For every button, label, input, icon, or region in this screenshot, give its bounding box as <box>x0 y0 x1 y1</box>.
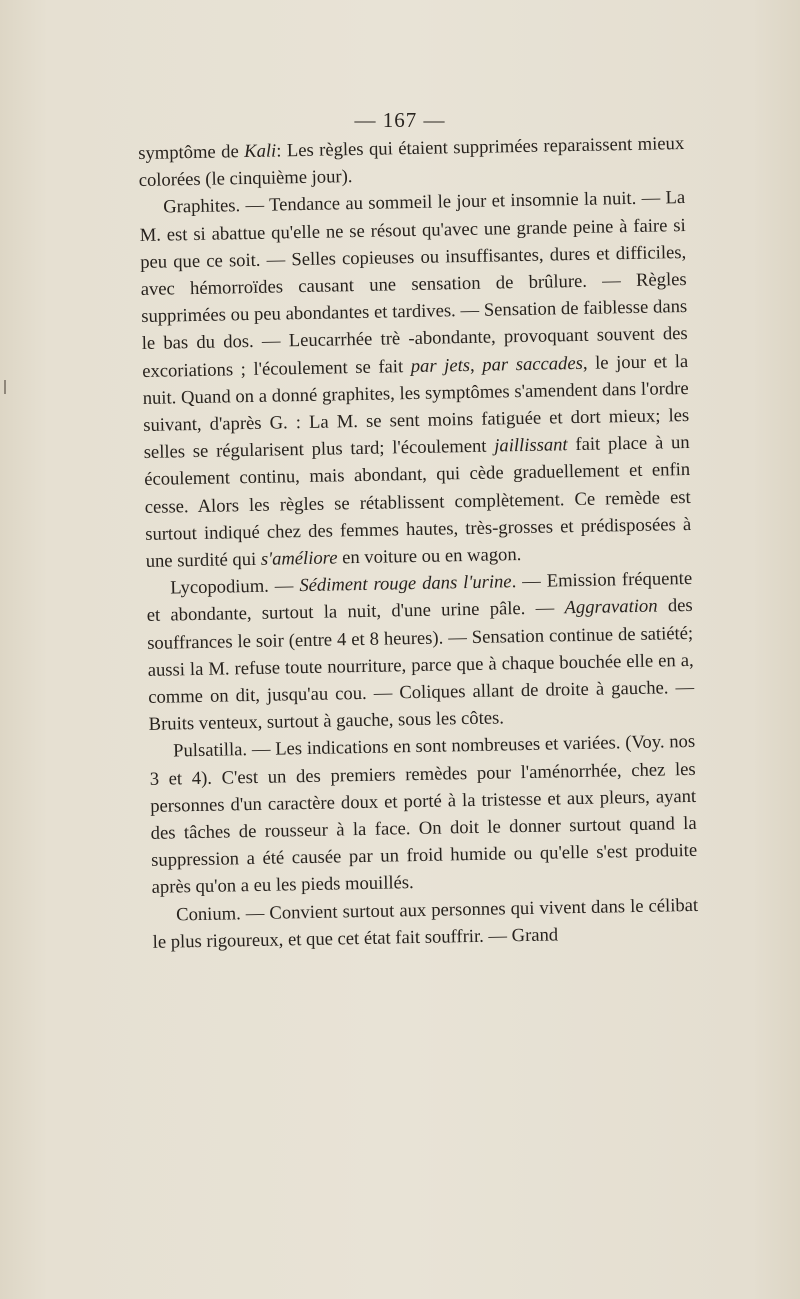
italic-text-run: par saccades <box>482 352 584 376</box>
text-run: Lycopodium. — <box>170 575 300 599</box>
italic-text-run: s'améliore <box>260 547 338 570</box>
text-run: en voiture ou en wagon. <box>337 544 522 569</box>
text-run: . — Emission fréquente et abondante, surtout la nuit, d'une urine pâle. — <box>146 568 693 627</box>
text-run: symptôme de <box>138 141 245 164</box>
text-run: : Les règles qui étaient supprimées reparaissent mieux colorées (le cinquième jour). <box>138 132 685 192</box>
italic-text-run: par jets <box>410 354 471 377</box>
paragraph-pulsatilla <box>149 728 698 901</box>
text-run: Graphites. — Tendance au sommeil le jour et insomnie la nuit. — La M. est si abattue qu'elle ne se résout qu'avec une grande peine à faire si peu que ce soit. — Selles copieuses ou insuffisantes, dures et difficiles, avec hémorroïdes causant une sensation de brûlure. — Règles supprimées ou peu abondantes et tardives. — Sensation de faiblesse dans le bas du dos. — Leucarrhée trè -abondante, provoquant souvent des excoriations ; l'écoulement se fait <box>139 187 688 382</box>
paragraph-graphites <box>139 184 692 575</box>
text-run: , <box>469 354 483 376</box>
body-text <box>138 130 699 956</box>
text-run: fait place à un écoulement continu, mais abondant, qui cède graduellement et enfin cesse. Alors les règles se rétablissent complètement. Ce remède est surtout indiqué chez des femmes hautes, très-grosses et prédisposées à une surdité qui <box>144 432 692 572</box>
text-run: Pulsatilla. — Les indications en sont nombreuses et variées. (Voy. nos 3 et 4). C'est un des premiers remèdes pour l'aménorrhée, chez les personnes d'un caractère doux et porté à la tristesse et aux pleurs, ayant des tâches de rousseur à la face. On doit le donner surtout quand la suppression a été causée par un froid humide ou qu'elle s'est produite après qu'on a eu les pieds mouillés. <box>149 731 698 899</box>
italic-text-run: Aggravation <box>564 596 658 619</box>
paragraph-lycopodium <box>146 565 695 738</box>
margin-mark <box>4 380 6 394</box>
text-run: des souffrances le soir (entre 4 et 8 heures). — Sensation continue de satiété; aussi la M. refuse toute nourriture, parce que à chaque bouchée elle en a, comme on dit, jusqu'au cou. — Coliques allant de droite à gauche. — Bruits venteux, surtout à gauche, sous les côtes. <box>147 595 695 736</box>
page-number: — 167 — <box>354 108 446 132</box>
paragraph-kali <box>138 130 685 194</box>
italic-text-run: Sédiment rouge dans l'urine <box>299 571 512 597</box>
text-run: , le jour et la nuit. Quand on a donné graphites, les symptômes s'amendent dans l'ordre suivant, d'après G. : La M. se sent moins fatiguée et dort mieux; les selles se régularisent plus tard; l'écoulement <box>142 350 690 464</box>
text-run: Conium. — Convient surtout aux personnes qui vivent dans le célibat le plus rigoureux, et que cet état fait souffrir. — Grand <box>152 894 699 953</box>
italic-text-run: jaillissant <box>494 434 568 457</box>
paragraph-conium <box>152 892 699 956</box>
italic-text-run: Kali <box>244 140 277 163</box>
